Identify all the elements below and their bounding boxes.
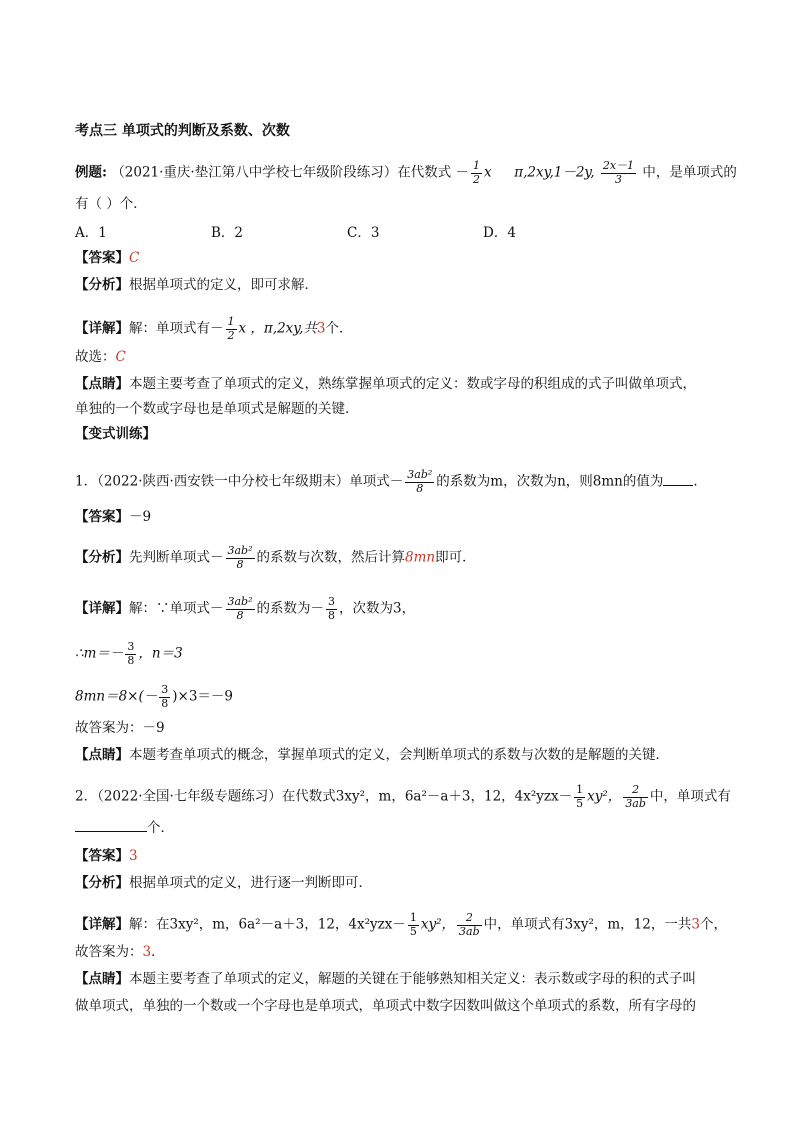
q1-comment: 【点睛】本题考查单项式的概念，掌握单项式的定义，会判断单项式的系数与次数的是解题的关键．	[75, 747, 669, 763]
example-answer-value: C	[129, 250, 140, 266]
q2-answer-blank	[75, 831, 147, 832]
q1-stem: 1．（2022·陕西·西安铁一中分校七年级期末）单项式－ $\frac{\text{3ab²}}{8}$ 的系数为m，次数为n，则8mn的值为 ．	[75, 468, 707, 495]
example-frac1: $\frac{1}{2}$	[473, 159, 481, 186]
example-frac2: $\frac{2x-1}{3}$	[602, 159, 635, 186]
q1-analysis: 【分析】先判断单项式－ $\frac{\text{3ab²}}{8}$ 的系数与次数，然后计算8mn即可．	[75, 544, 476, 571]
q2-stem: 2．（2022·全国·七年级专题练习）在代数式3xy²，m，6a²－a＋3，12，4x²yzx－ $\frac{1}{5}$ xy²， $\frac{2}{3ab}$ 中，单项式有	[75, 783, 731, 810]
variant-heading: 【变式训练】	[75, 426, 156, 442]
q1-final: 故答案为：－9	[75, 720, 165, 736]
q1-answer: 【答案】－9	[75, 509, 152, 525]
example-stem-line2: 有（ ）个．	[75, 196, 147, 212]
example-options	[75, 227, 619, 241]
example-label: 例题:	[75, 164, 107, 181]
q2-stem-line2: 个．	[75, 822, 174, 836]
q1-frac: $\frac{\text{3ab²}}{8}$	[407, 468, 433, 495]
option-b: B．2	[211, 225, 244, 241]
section-heading: 考点三 单项式的判断及系数、次数	[75, 123, 290, 139]
example-tail: 中，是单项式的	[642, 164, 737, 181]
example-comment-line1: 【点睛】本题主要考查了单项式的定义，熟练掌握单项式的定义：数或字母的积组成的式子叫做单项式，	[75, 376, 696, 392]
example-choice: 故选：C	[75, 349, 126, 365]
q1-step1: ∴m＝－ $\frac{3}{8}$ ，n＝3	[75, 640, 183, 667]
q1-detail: 【详解】解：∵单项式－ $\frac{\text{3ab²}}{8}$ 的系数为－ $\frac{3}{8}$ ，次数为3，	[75, 595, 416, 622]
q2-comment-line2: 做单项式，单独的一个数或一个字母也是单项式，单项式中数字因数叫做这个单项式的系数，所有字母的	[75, 998, 696, 1014]
q1-step2: 8mn＝8×(－ $\frac{3}{8}$ )×3＝－9	[75, 683, 234, 710]
q2-final: 故答案为：3．	[75, 944, 165, 960]
option-c: C．3	[347, 225, 380, 241]
q2-detail: 【详解】解：在3xy²，m，6a²－a＋3，12，4x²yzx－ $\frac{1}{5}$ xy²， $\frac{2}{3ab}$ 中，单项式有3xy²，m，12，一共3个，	[75, 911, 727, 938]
example-stem: 例题: （2021·重庆·垫江第八中学校七年级阶段练习）在代数式 － $\frac{1}{2}$ x π,2xy,1－2y, $\frac{2x-1}{3}$ 中，是单项式的	[75, 159, 737, 186]
q2-answer: 【答案】3	[75, 848, 138, 864]
example-analysis: 【分析】根据单项式的定义，即可求解．	[75, 277, 318, 293]
example-answer: 【答案】C	[75, 250, 140, 266]
q2-comment-line1: 【点睛】本题主要考查了单项式的定义，解题的关键在于能够熟知相关定义：表示数或字母的积的式子叫	[75, 971, 696, 987]
example-source: （2021·重庆·垫江第八中学校七年级阶段练习）在代数式	[111, 164, 452, 181]
option-a: A．1	[75, 225, 107, 241]
q2-analysis: 【分析】根据单项式的定义，进行逐一判断即可．	[75, 875, 372, 891]
option-d: D．4	[483, 225, 516, 241]
example-comment-line2: 单独的一个数或字母也是单项式是解题的关键．	[75, 401, 359, 417]
q1-answer-blank	[663, 485, 693, 486]
example-expr-mid: π,2xy,1－2y,	[514, 164, 595, 181]
example-detail: 【详解】解：单项式有－ $\frac{1}{2}$ x ，π,2xy,共3个．	[75, 315, 353, 342]
